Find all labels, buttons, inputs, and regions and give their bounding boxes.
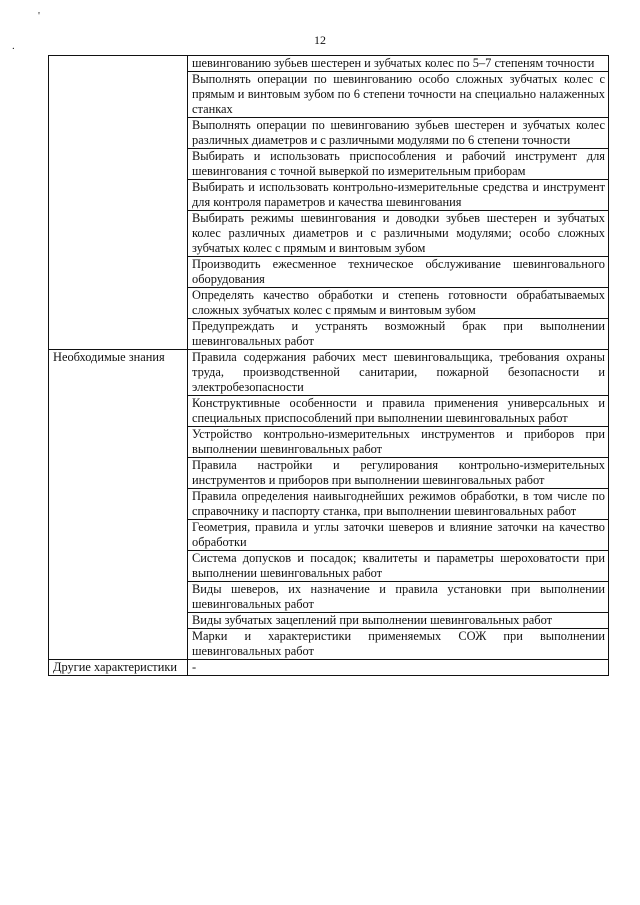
table-cell-item: Выбирать и использовать контрольно-измерительные средства и инструмент для контроля параметров и качества шевингования	[188, 180, 609, 211]
table-row	[49, 350, 609, 396]
table-cell-item: Выбирать и использовать приспособления и рабочий инструмент для шевингования с точной выверкой по измерительным приборам	[188, 149, 609, 180]
scan-mark-top: '	[38, 10, 40, 22]
requirements-table	[48, 55, 609, 676]
table-cell-item: Конструктивные особенности и правила применения универсальных и специальных приспособлений при выполнении шевинговальных работ	[188, 396, 609, 427]
table-cell-item: Выполнять операции по шевингованию зубьев шестерен и зубчатых колес различных диаметров и с различными модулями по 6 степени точности	[188, 118, 609, 149]
table-cell-item: Выбирать режимы шевингования и доводки зубьев шестерен и зубчатых колес различных диаметров и с различными модулями; особо сложных зубчатых колес с прямым и винтовым зубом	[188, 211, 609, 257]
requirements-table-body	[49, 56, 609, 676]
table-cell-item: шевингованию зубьев шестерен и зубчатых колес по 5–7 степеням точности	[188, 56, 609, 72]
section-label: Другие характеристики	[49, 660, 188, 676]
scan-mark-left: .	[12, 40, 15, 52]
table-cell-item: Правила определения наивыгоднейших режимов обработки, в том числе по справочнику и паспорту станка, при выполнении шевинговальных работ	[188, 489, 609, 520]
table-cell-item: Система допусков и посадок; квалитеты и параметры шероховатости при выполнении шевинговальных работ	[188, 551, 609, 582]
table-row	[49, 56, 609, 72]
table-cell-item: Выполнять операции по шевингованию особо сложных зубчатых колес с прямым и винтовым зубом по 6 степени точности на специально налаженных станках	[188, 72, 609, 118]
section-label: Необходимые знания	[49, 350, 188, 660]
section-label	[49, 56, 188, 350]
table-cell-item: Предупреждать и устранять возможный брак при выполнении шевинговальных работ	[188, 319, 609, 350]
table-cell-item: Устройство контрольно-измерительных инструментов и приборов при выполнении шевинговальных работ	[188, 427, 609, 458]
page-number: 12	[314, 33, 326, 47]
table-cell-item: -	[188, 660, 609, 676]
table-cell-item: Правила настройки и регулирования контрольно-измерительных инструментов и приборов при выполнении шевинговальных работ	[188, 458, 609, 489]
table-cell-item: Определять качество обработки и степень готовности обрабатываемых сложных зубчатых колес с прямым и винтовым зубом	[188, 288, 609, 319]
table-cell-item: Виды зубчатых зацеплений при выполнении шевинговальных работ	[188, 613, 609, 629]
table-cell-item: Правила содержания рабочих мест шевинговальщика, требования охраны труда, производственной санитарии, пожарной безопасности и электробезопасности	[188, 350, 609, 396]
table-cell-item: Производить ежесменное техническое обслуживание шевинговального оборудования	[188, 257, 609, 288]
table-cell-item: Виды шеверов, их назначение и правила установки при выполнении шевинговальных работ	[188, 582, 609, 613]
table-cell-item: Марки и характеристики применяемых СОЖ при выполнении шевинговальных работ	[188, 629, 609, 660]
table-cell-item: Геометрия, правила и углы заточки шеверов и влияние заточки на качество обработки	[188, 520, 609, 551]
table-row	[49, 660, 609, 676]
